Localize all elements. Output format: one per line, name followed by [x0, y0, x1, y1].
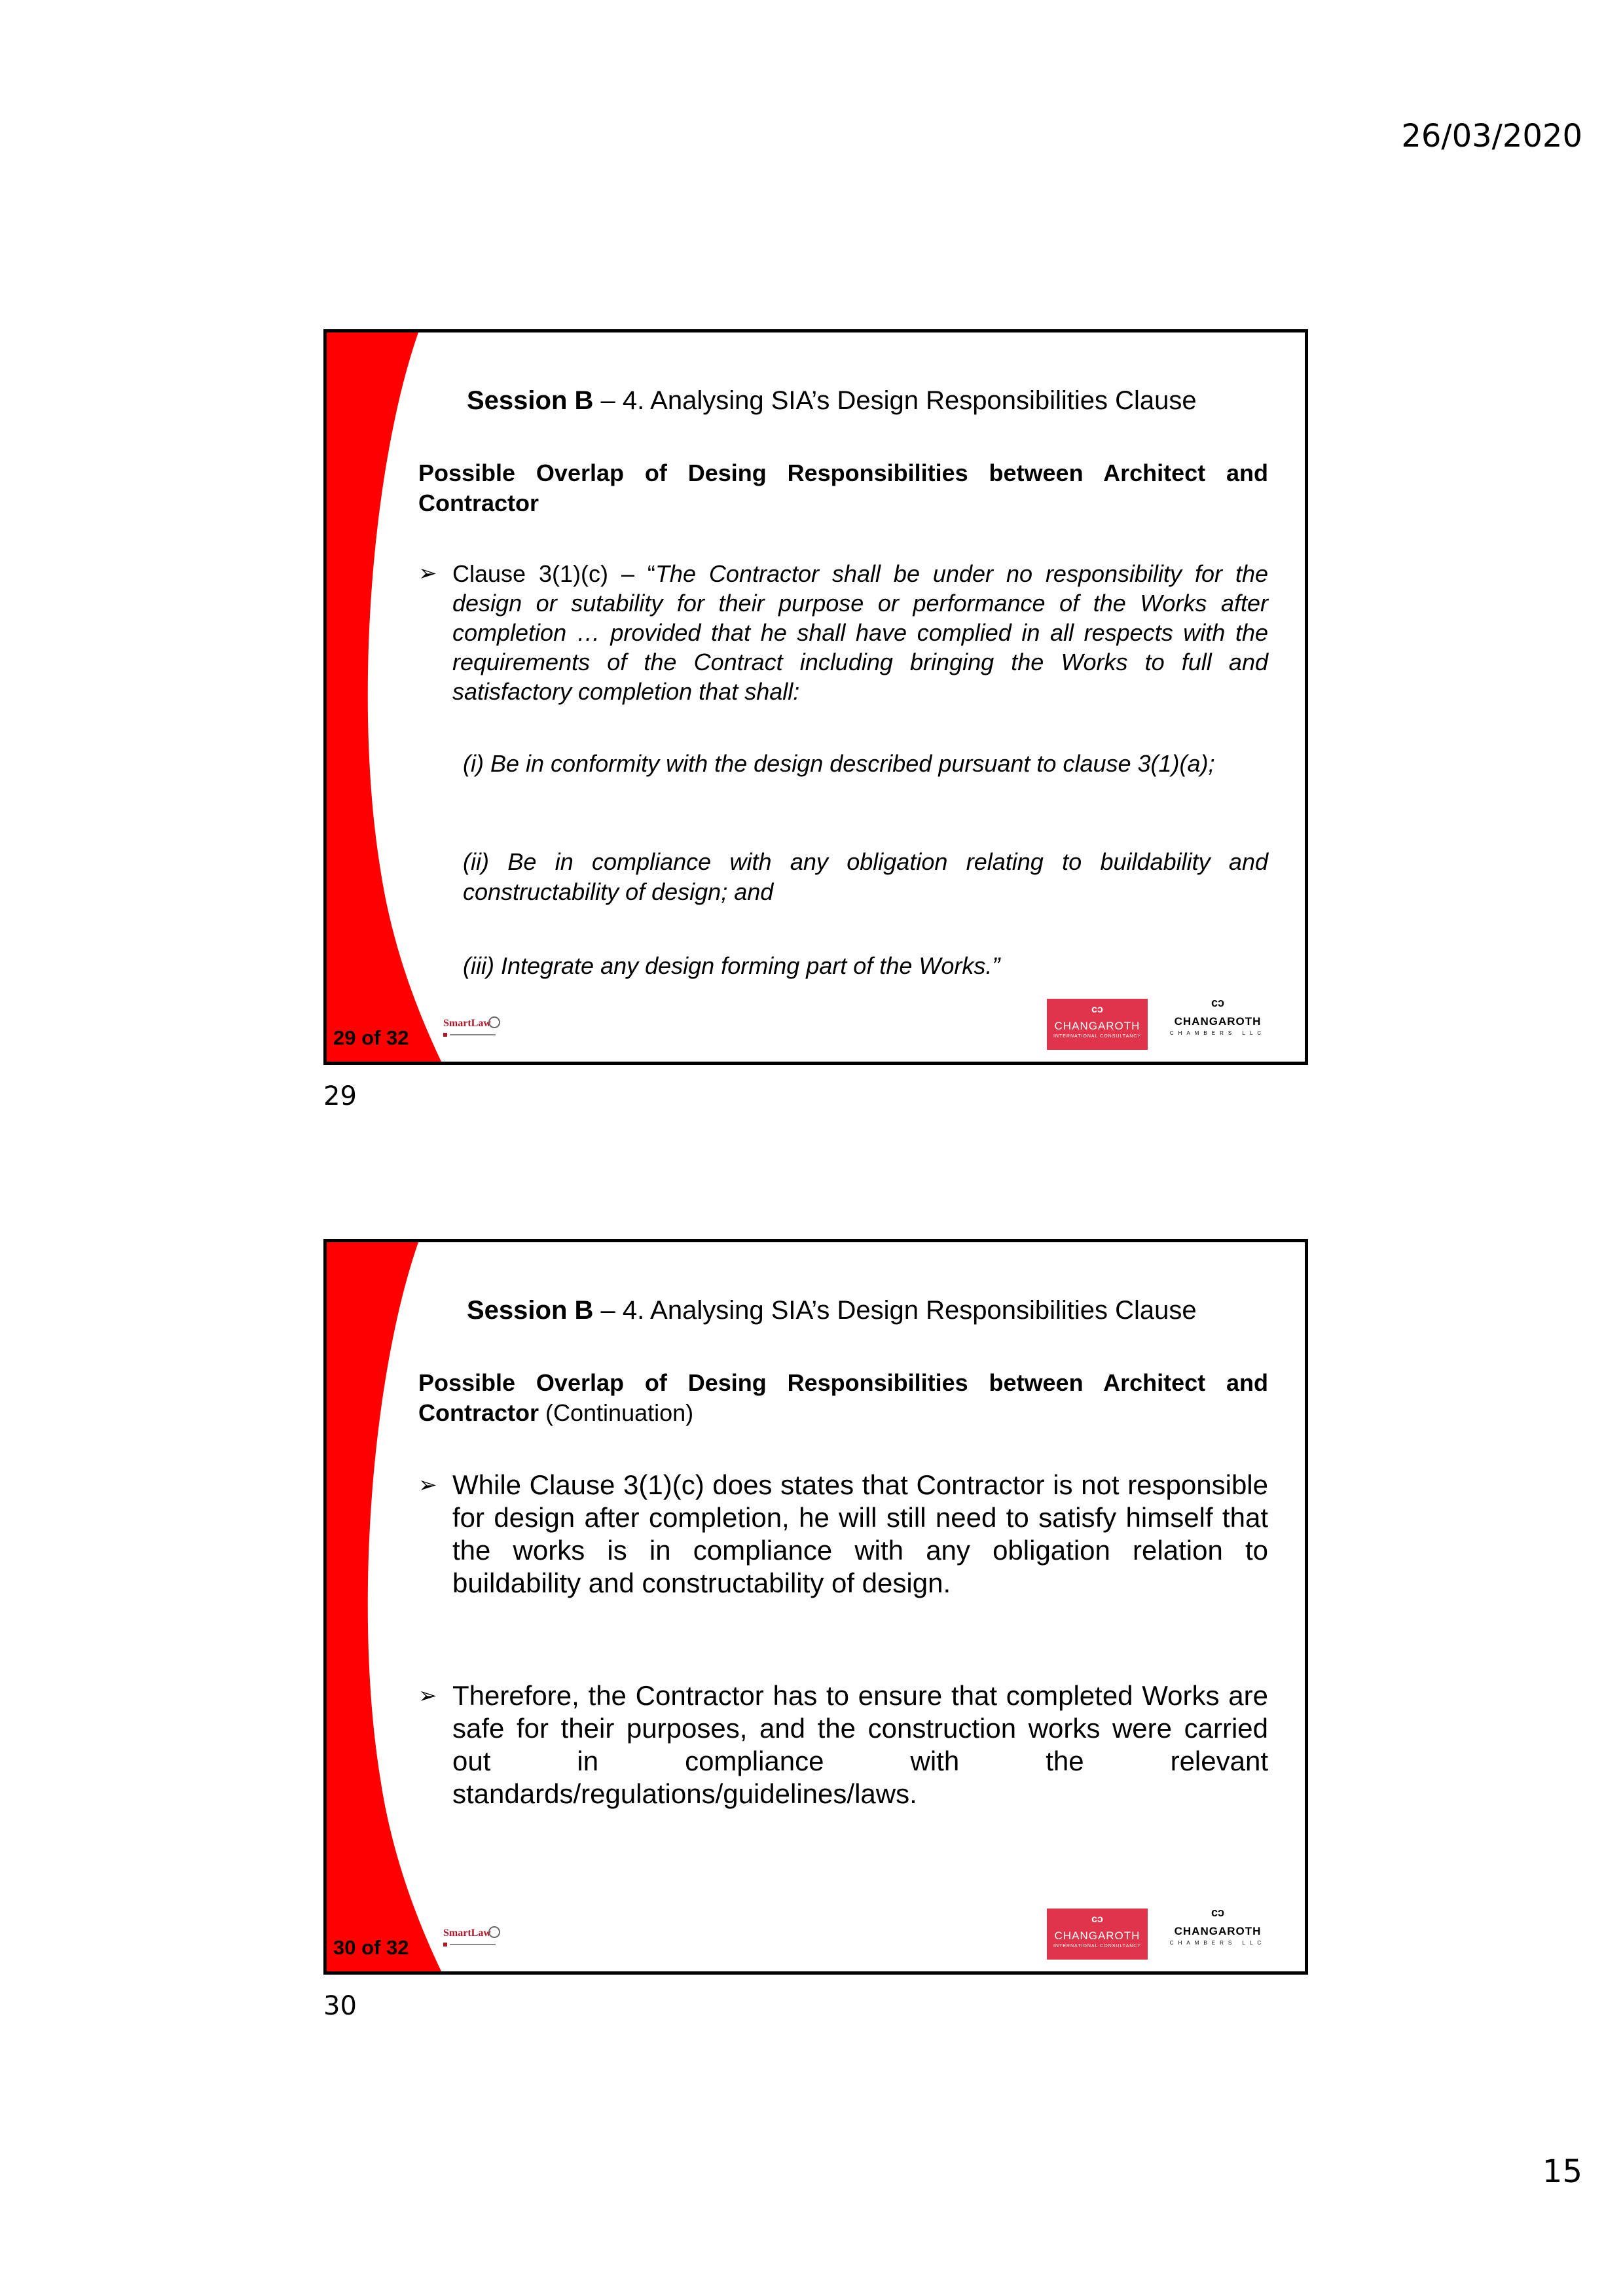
- bullet-item: [418, 559, 1268, 706]
- bullet-text: While Clause 3(1)(c) does states that Contractor is not responsible for design after completion, he will still need to satisfy himself that the works is in compliance with any obligation relation to buildability and constructability of design.: [452, 1469, 1268, 1598]
- arrow-bullet-icon: ➢: [418, 1473, 437, 1498]
- clause-item-ii: (ii) Be in compliance with any obligation relating to buildability and constructability of design; and: [463, 848, 1268, 905]
- slide-title: [467, 386, 1197, 416]
- slide-title: [467, 1296, 1197, 1325]
- changaroth-icon: cɔ: [1211, 996, 1225, 1009]
- red-curve-decoration: [327, 1242, 458, 1971]
- bullet-item: [418, 1469, 1268, 1600]
- logo-name: CHANGAROTH: [1054, 1020, 1140, 1032]
- changaroth-icon: cɔ: [1091, 1914, 1103, 1925]
- logo-subtitle: INTERNATIONAL CONSULTANCY: [1053, 1944, 1142, 1948]
- changaroth-consultancy-logo: [1047, 1909, 1148, 1960]
- changaroth-chambers-logo: [1169, 996, 1267, 1047]
- smartlaw-logo: [442, 1923, 501, 1952]
- subhead-bold: Possible Overlap of Desing Responsibilities between Architect and Contractor: [418, 1369, 1268, 1426]
- title-rest: – 4. Analysing SIA’s Design Responsibilities Clause: [593, 1296, 1197, 1325]
- arrow-bullet-icon: ➢: [418, 561, 437, 586]
- bullet-quote: The Contractor shall be under no responsibility for the design or sutability for their purpose or performance of the Works after completion … provided that he shall have complied in all respects with the requirements of the Contract including bringing the Works to full and satisfactory completion that shall:: [452, 560, 1268, 705]
- changaroth-consultancy-logo: [1047, 999, 1148, 1050]
- changaroth-icon: cɔ: [1211, 1906, 1225, 1919]
- clause-item-i: (i) Be in conformity with the design described pursuant to clause 3(1)(a);: [463, 750, 1215, 777]
- logo-name: CHANGAROTH: [1054, 1929, 1140, 1942]
- svg-text:SmartLaw: SmartLaw: [443, 1018, 491, 1029]
- svg-text:SmartLaw: SmartLaw: [443, 1928, 491, 1939]
- slide-30: [323, 1239, 1308, 1975]
- slide-counter: 30 of 32: [333, 1936, 409, 1959]
- bullet-text: Therefore, the Contractor has to ensure that completed Works are safe for their purposes, and the construction works were carried out in compliance with the relevant standards/regulations/guidelines/laws.: [452, 1680, 1268, 1809]
- slide-29: [323, 329, 1308, 1065]
- title-rest: – 4. Analysing SIA’s Design Responsibilities Clause: [593, 386, 1197, 415]
- smartlaw-logo: [442, 1013, 501, 1042]
- logo-subtitle: CHAMBERS LLC: [1169, 1030, 1266, 1036]
- slide-number-label: 29: [323, 1081, 357, 1111]
- slide-subheading: [418, 1368, 1268, 1428]
- page-number: 15: [1542, 2153, 1582, 2190]
- slide-subheading: Possible Overlap of Desing Responsibilities between Architect and Contractor: [418, 459, 1268, 516]
- subhead-continuation: (Continuation): [539, 1399, 694, 1426]
- slide-number-label: 30: [323, 1991, 357, 2021]
- bullet-item: [418, 1679, 1268, 1810]
- title-bold: Session B: [467, 1296, 594, 1325]
- clause-item-iii: (iii) Integrate any design forming part of the Works.”: [463, 952, 1000, 979]
- page-date: 26/03/2020: [1401, 118, 1582, 154]
- logo-subtitle: INTERNATIONAL CONSULTANCY: [1053, 1034, 1142, 1039]
- logo-name: CHANGAROTH: [1174, 1925, 1262, 1937]
- title-bold: Session B: [467, 386, 594, 415]
- changaroth-chambers-logo: [1169, 1906, 1267, 1957]
- logo-subtitle: CHAMBERS LLC: [1169, 1940, 1266, 1946]
- changaroth-icon: cɔ: [1091, 1004, 1103, 1015]
- slide-counter: 29 of 32: [333, 1026, 409, 1049]
- arrow-bullet-icon: ➢: [418, 1683, 437, 1708]
- logo-name: CHANGAROTH: [1174, 1015, 1262, 1028]
- bullet-lead: Clause 3(1)(c) – “: [452, 560, 655, 587]
